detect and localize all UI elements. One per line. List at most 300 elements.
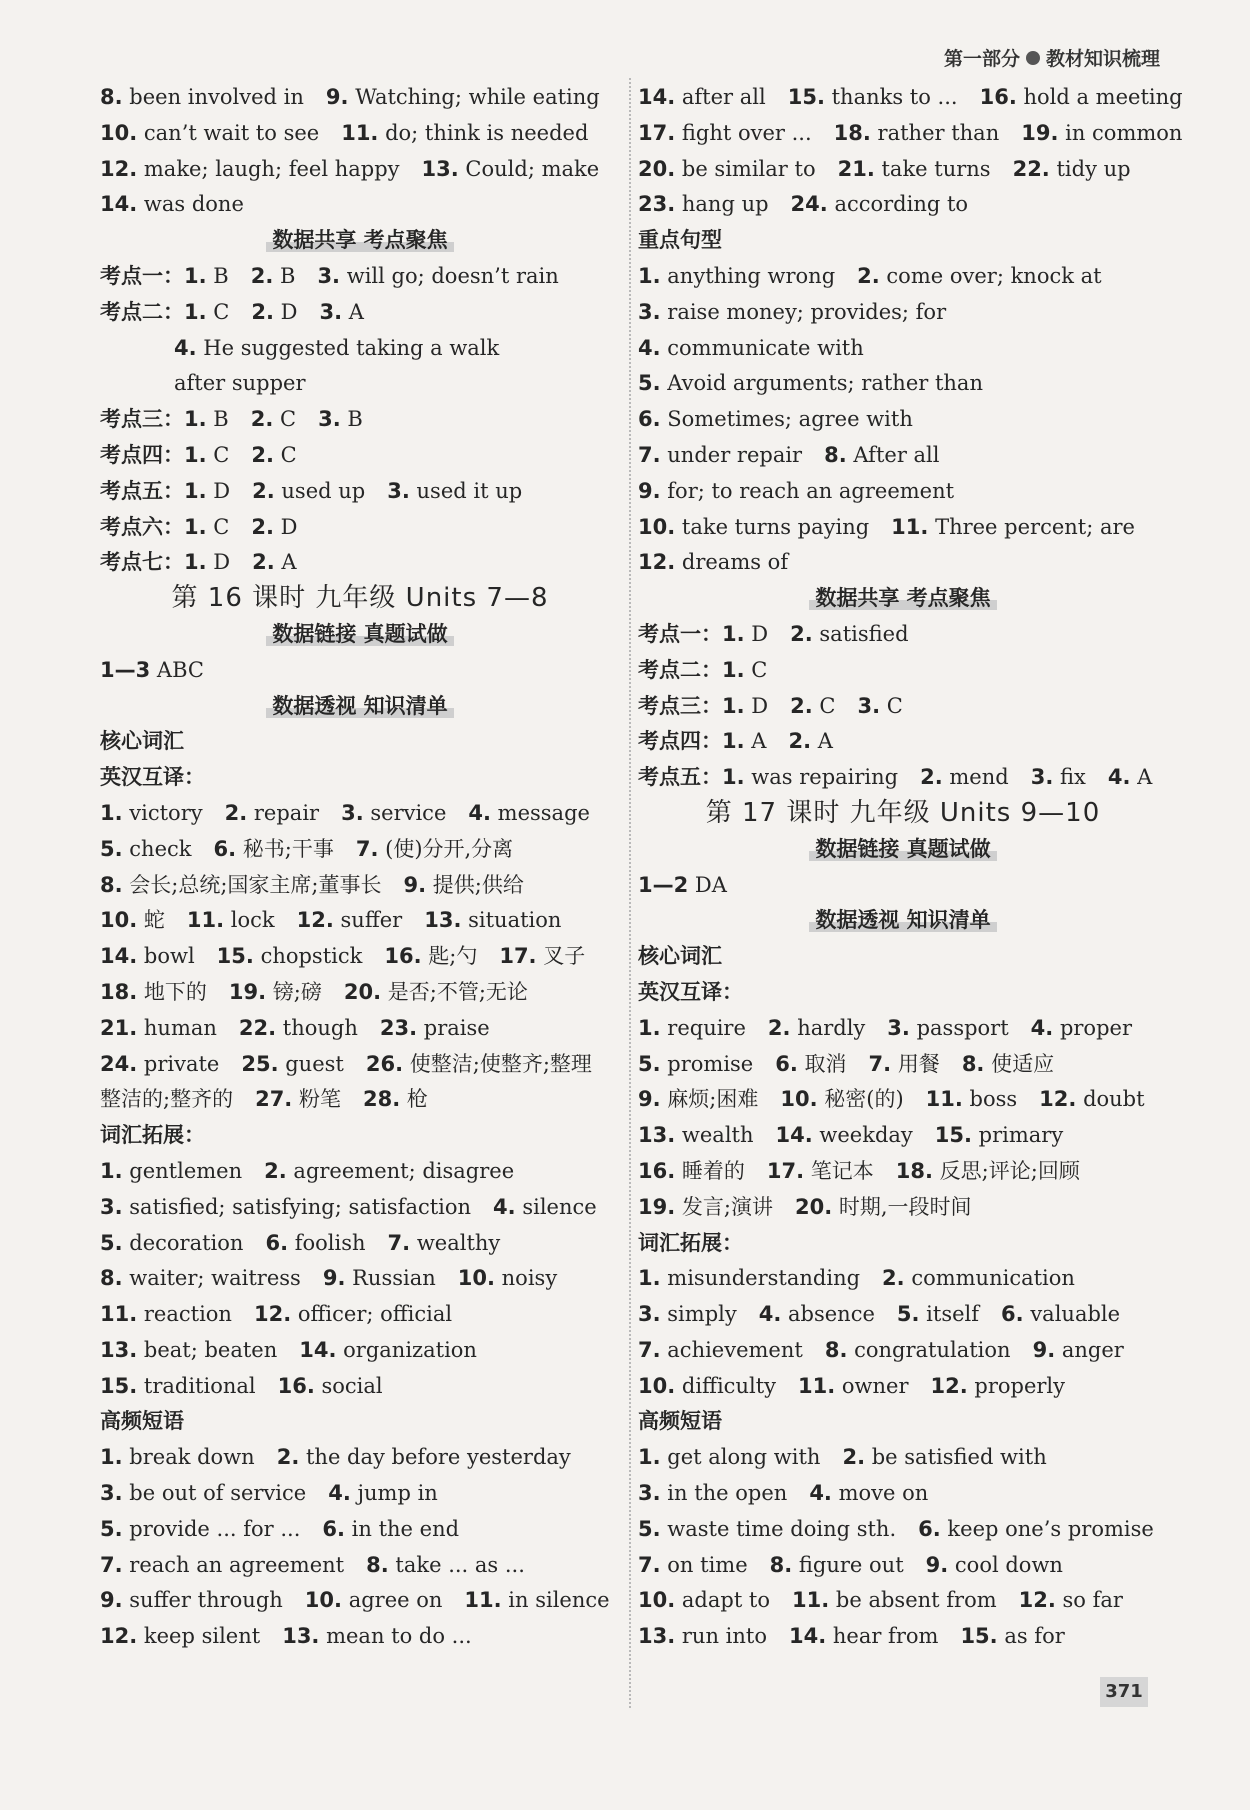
- item-text: Russian: [352, 1266, 436, 1291]
- item-number: 16.: [384, 944, 422, 969]
- answer-item: [792, 1588, 997, 1612]
- item-text: gentlemen: [129, 1158, 243, 1183]
- answer-item: [768, 1016, 865, 1040]
- item-text: hang up: [681, 192, 769, 217]
- answer-row: [638, 1333, 1168, 1369]
- item-number: 11.: [100, 1302, 138, 1327]
- item-text: D: [280, 514, 298, 539]
- item-text: 会长;总统;国家主席;董事长: [129, 872, 382, 897]
- answer-item: [100, 1195, 471, 1219]
- item-number: 3.: [1030, 765, 1054, 790]
- item-text: decoration: [129, 1230, 244, 1255]
- point-label: 考点三：: [100, 407, 184, 432]
- item-text: come over; knock at: [886, 263, 1102, 288]
- item-text: fix: [1059, 765, 1086, 790]
- item-number: 15.: [787, 85, 825, 109]
- answer-item: [638, 85, 766, 109]
- item-number: 19.: [1021, 120, 1059, 145]
- item-number: 10.: [638, 514, 676, 539]
- item-text: C: [280, 442, 297, 467]
- item-text: properly: [974, 1373, 1066, 1398]
- item-text: Watching; while eating: [355, 85, 600, 109]
- item-text: 整洁的;整齐的: [100, 1087, 234, 1112]
- answer-row: [100, 832, 620, 868]
- item-number: 10.: [457, 1266, 495, 1291]
- item-number: 4.: [493, 1194, 516, 1219]
- section-banner: [638, 581, 1168, 617]
- item-text: 用餐: [897, 1051, 940, 1076]
- answer-row: [100, 1512, 620, 1548]
- item-number: 14.: [788, 1624, 827, 1649]
- item-number: 10.: [780, 1087, 818, 1112]
- answer-row: [100, 295, 620, 331]
- item-text: itself: [926, 1302, 980, 1327]
- item-number: 1.: [638, 263, 661, 288]
- item-text: difficulty: [681, 1373, 776, 1398]
- answer-row: [100, 1047, 620, 1083]
- item-text: C: [213, 299, 230, 324]
- answer-item: [100, 1159, 242, 1183]
- item-number: 4.: [1030, 1015, 1054, 1040]
- answer-row: [100, 1583, 620, 1619]
- lesson-title: 第 16 课时 九年级 Units 7—8: [171, 583, 549, 614]
- item-number: 8.: [961, 1051, 985, 1076]
- item-text: hear from: [832, 1624, 939, 1649]
- item-number: 22.: [1012, 156, 1050, 181]
- item-text: make; laugh; feel happy: [143, 156, 400, 181]
- item-text: reaction: [143, 1302, 232, 1327]
- point-label: 考点四：: [100, 442, 184, 467]
- item-text: mend: [949, 765, 1009, 790]
- item-text: run into: [681, 1624, 767, 1649]
- answer-row: [100, 1297, 620, 1333]
- item-text: be out of service: [129, 1481, 307, 1506]
- item-text: hold a meeting: [1023, 85, 1183, 109]
- item-number: 17.: [499, 944, 537, 969]
- item-text: primary: [978, 1123, 1064, 1148]
- item-text: C: [751, 657, 768, 682]
- answer-row: [638, 402, 1168, 438]
- answer-row: [638, 1512, 1168, 1548]
- item-number: 20.: [794, 1194, 833, 1219]
- item-text: DA: [694, 872, 727, 897]
- subheading: 词汇拓展：: [638, 1230, 743, 1255]
- item-text: doubt: [1083, 1087, 1145, 1112]
- answer-row: [638, 760, 1168, 796]
- item-number: 2.: [920, 765, 943, 790]
- item-text: used it up: [416, 478, 523, 503]
- item-number: 1.: [184, 478, 207, 503]
- item-number: 1.: [184, 514, 207, 539]
- item-text: victory: [129, 800, 203, 825]
- item-text: for; to reach an agreement: [667, 478, 955, 503]
- item-text: will go; doesn’t rain: [346, 263, 559, 288]
- section-label: 第一部分: [943, 48, 1020, 70]
- answer-row: [100, 331, 620, 367]
- item-number: 3.: [317, 263, 341, 288]
- item-number: 9.: [638, 1087, 661, 1112]
- item-text: beat; beaten: [143, 1337, 278, 1362]
- answer-item: [100, 980, 207, 1004]
- item-number: 1.: [638, 1015, 661, 1040]
- item-text: thanks to ...: [831, 85, 958, 109]
- item-number: 1.: [722, 729, 745, 754]
- item-number: 2.: [767, 1015, 791, 1040]
- item-number: 9.: [325, 85, 349, 109]
- answer-item: [1001, 1302, 1120, 1326]
- item-number: 2.: [251, 299, 274, 324]
- answer-row: [100, 474, 620, 510]
- item-number: 22.: [238, 1015, 277, 1040]
- answer-item: [297, 908, 403, 932]
- item-number: 1—2: [638, 872, 689, 897]
- item-text: raise money; provides; for: [667, 299, 947, 324]
- item-number: 2.: [224, 800, 248, 825]
- answer-item: [326, 85, 600, 109]
- item-text: though: [282, 1015, 358, 1040]
- answer-row: [638, 331, 1168, 367]
- answer-row: [100, 796, 620, 832]
- answer-item: [638, 443, 802, 467]
- answer-item: [252, 479, 365, 503]
- answer-item: [722, 694, 768, 718]
- item-number: 1.: [184, 442, 207, 467]
- item-text: organization: [343, 1337, 477, 1362]
- answer-item: [328, 1481, 438, 1505]
- answer-item: [638, 157, 816, 181]
- answer-item: [265, 1231, 365, 1255]
- item-number: 8.: [100, 872, 123, 897]
- item-number: 1.: [184, 299, 207, 324]
- item-number: 7.: [868, 1051, 892, 1076]
- answer-item: [100, 85, 304, 109]
- answer-item: [759, 1302, 875, 1326]
- item-text: waste time doing sth.: [667, 1516, 897, 1541]
- item-text: suffer through: [129, 1588, 283, 1613]
- answer-row: [638, 152, 1168, 188]
- answer-item: [100, 1231, 243, 1255]
- answer-item: [100, 658, 204, 682]
- item-text: can’t wait to see: [143, 120, 320, 145]
- answer-item: [920, 765, 1009, 789]
- answer-item: [277, 1445, 571, 1469]
- item-text: keep one’s promise: [947, 1516, 1154, 1541]
- answer-item: [882, 1266, 1075, 1290]
- item-text: C: [886, 693, 903, 718]
- answer-item: [767, 1159, 874, 1183]
- item-number: 4.: [758, 1302, 782, 1327]
- answer-item: [638, 1517, 896, 1541]
- subheading: 英汉互译：: [100, 765, 205, 790]
- answer-item: [798, 1374, 909, 1398]
- item-number: 1.: [722, 657, 745, 682]
- item-text: (使)分开,分离: [385, 836, 514, 861]
- answer-item: [229, 980, 322, 1004]
- item-number: 16.: [277, 1373, 315, 1398]
- item-number: 8.: [100, 85, 123, 109]
- answer-item: [638, 1195, 773, 1219]
- item-text: waiter; waitress: [129, 1266, 301, 1291]
- answer-item: [184, 515, 229, 539]
- answer-item: [388, 1231, 501, 1255]
- item-number: 8.: [824, 1337, 848, 1362]
- item-text: anger: [1061, 1337, 1124, 1362]
- answer-row: [100, 1154, 620, 1190]
- item-number: 2.: [842, 1445, 866, 1470]
- item-text: the day before yesterday: [305, 1445, 571, 1470]
- item-number: 6.: [1001, 1302, 1024, 1327]
- item-text: repair: [253, 800, 320, 825]
- item-text: anything wrong: [667, 263, 836, 288]
- item-text: A: [751, 729, 767, 754]
- item-number: 11.: [798, 1373, 836, 1398]
- section-banner: [638, 903, 1168, 939]
- item-text: 睡着的: [681, 1158, 745, 1183]
- answer-row: [100, 1548, 620, 1584]
- answer-item: [317, 264, 558, 288]
- item-number: 3.: [638, 1302, 661, 1327]
- answer-item: [638, 479, 954, 503]
- item-number: 4.: [1107, 765, 1131, 790]
- answer-item: [241, 1052, 344, 1076]
- item-number: 12.: [930, 1373, 968, 1398]
- item-text: chopstick: [260, 944, 363, 969]
- answer-row: [638, 295, 1168, 331]
- item-text: passport: [916, 1015, 1009, 1040]
- answer-item: [387, 479, 522, 503]
- item-number: 15.: [216, 944, 254, 969]
- item-number: 3.: [638, 1481, 661, 1506]
- item-text: provide ... for ...: [129, 1516, 301, 1541]
- answer-row: [100, 1011, 620, 1047]
- answer-item: [638, 1445, 820, 1469]
- answer-item: [722, 658, 767, 682]
- item-number: 24.: [100, 1051, 138, 1076]
- answer-item: [926, 1087, 1018, 1111]
- point-label: 考点三：: [638, 693, 722, 718]
- item-text: fight over ...: [681, 120, 812, 145]
- answer-row: [100, 868, 620, 904]
- item-text: D: [280, 299, 298, 324]
- answer-item: [239, 1016, 358, 1040]
- answer-item: [255, 1087, 341, 1111]
- item-number: 16.: [638, 1158, 676, 1183]
- item-number: 11.: [891, 514, 929, 539]
- item-number: 7.: [100, 1552, 123, 1577]
- answer-item: [638, 121, 812, 145]
- answer-row: [100, 1619, 620, 1655]
- item-text: valuable: [1030, 1302, 1121, 1327]
- item-text: wealth: [681, 1123, 754, 1148]
- answer-item: [1013, 157, 1131, 181]
- item-number: 15.: [100, 1373, 138, 1398]
- answer-item: [638, 1302, 737, 1326]
- answer-row: [638, 1583, 1168, 1619]
- item-number: 13.: [282, 1624, 320, 1649]
- item-text: Could; make: [465, 156, 600, 181]
- answer-item: [363, 1087, 428, 1111]
- answer-item: [100, 801, 203, 825]
- answer-row: [638, 510, 1168, 546]
- item-text: absence: [788, 1302, 875, 1327]
- item-number: 7.: [638, 442, 661, 467]
- answer-item: [100, 1624, 260, 1648]
- item-number: 2.: [250, 263, 274, 288]
- item-number: 3.: [857, 693, 881, 718]
- point-label: 考点一：: [100, 263, 184, 288]
- answer-item: [100, 1266, 301, 1290]
- item-text: owner: [841, 1373, 909, 1398]
- item-number: 2.: [276, 1445, 300, 1470]
- answer-row: [638, 1011, 1168, 1047]
- item-text: 使适应: [991, 1051, 1055, 1076]
- answer-item: [780, 1087, 903, 1111]
- item-number: 9.: [403, 872, 427, 897]
- item-text: guest: [285, 1051, 344, 1076]
- answer-row: [100, 903, 620, 939]
- item-number: 19.: [228, 979, 267, 1004]
- answer-item: [100, 1016, 217, 1040]
- item-text: Sometimes; agree with: [667, 407, 913, 432]
- answer-row: [638, 689, 1168, 725]
- item-number: 1.: [184, 550, 207, 575]
- item-text: do; think is needed: [385, 120, 589, 145]
- item-text: so far: [1062, 1588, 1123, 1613]
- item-number: 21.: [837, 156, 875, 181]
- item-text: silence: [522, 1194, 597, 1219]
- answer-item: [896, 1159, 1080, 1183]
- item-text: hardly: [797, 1015, 866, 1040]
- item-text: used up: [281, 478, 366, 503]
- answer-item: [638, 192, 769, 216]
- item-number: 14.: [100, 944, 138, 969]
- answer-item: [770, 1553, 904, 1577]
- item-text: figure out: [798, 1552, 904, 1577]
- item-text: Three percent; are: [935, 514, 1135, 539]
- item-text: social: [321, 1373, 383, 1398]
- item-text: simply: [667, 1302, 737, 1327]
- answer-item: [869, 1052, 940, 1076]
- item-number: 12.: [638, 550, 676, 575]
- answer-item: [962, 1052, 1054, 1076]
- item-text: reach an agreement: [129, 1552, 345, 1577]
- item-text: dreams of: [681, 550, 789, 575]
- answer-item: [305, 1588, 443, 1612]
- answer-item: [424, 908, 561, 932]
- point-label: 考点七：: [100, 550, 184, 575]
- item-number: 9.: [322, 1266, 346, 1291]
- section-title: 教材知识梳理: [1045, 48, 1160, 70]
- answer-item: [809, 1481, 928, 1505]
- answer-item: [380, 1016, 490, 1040]
- answer-row: [100, 975, 620, 1011]
- answer-row: [638, 259, 1168, 295]
- answer-item: [1019, 1588, 1123, 1612]
- subheading: 核心词汇: [638, 944, 722, 969]
- item-text: 使整洁;使整齐;整理: [409, 1051, 592, 1076]
- item-number: 11.: [341, 120, 379, 145]
- item-text: C: [213, 442, 230, 467]
- item-number: 3.: [318, 407, 341, 432]
- item-number: 10.: [100, 908, 138, 933]
- answer-row: [638, 1619, 1168, 1655]
- answer-row: [638, 1190, 1168, 1226]
- item-text: B: [213, 263, 229, 288]
- item-text: 提供;供给: [432, 872, 524, 897]
- item-text: as for: [1004, 1624, 1065, 1649]
- answer-item: [252, 550, 296, 574]
- item-number: 6.: [265, 1230, 289, 1255]
- answer-row: [100, 187, 620, 223]
- item-number: 21.: [100, 1015, 138, 1040]
- answer-item: [322, 1517, 459, 1541]
- item-text: He suggested taking a walk: [203, 335, 500, 360]
- answer-row: [100, 1333, 620, 1369]
- item-text: officer; official: [297, 1302, 453, 1327]
- answer-row: [638, 868, 1168, 904]
- item-text: D: [751, 693, 769, 718]
- section-banner: [100, 223, 620, 259]
- point-label: 考点六：: [100, 514, 184, 539]
- item-number: 5.: [638, 1051, 661, 1076]
- item-number: 6.: [322, 1516, 345, 1541]
- item-number: 5.: [100, 1230, 123, 1255]
- answer-item: [282, 1624, 472, 1648]
- answer-item: [384, 944, 477, 968]
- item-number: 7.: [387, 1230, 411, 1255]
- section-banner: [638, 832, 1168, 868]
- item-number: 9.: [1032, 1337, 1056, 1362]
- item-number: 10.: [304, 1588, 342, 1613]
- item-text: ABC: [156, 657, 204, 682]
- subheading: 高频短语: [638, 1409, 722, 1434]
- answer-item: [100, 908, 165, 932]
- item-number: 10.: [638, 1373, 676, 1398]
- item-number: 5.: [638, 371, 661, 396]
- item-number: 11.: [925, 1087, 963, 1112]
- answer-item: [638, 264, 835, 288]
- answer-item: [174, 336, 499, 360]
- item-number: 2.: [790, 693, 813, 718]
- item-number: 3.: [638, 299, 661, 324]
- item-text: communication: [911, 1266, 1075, 1291]
- answer-item: [638, 1624, 767, 1648]
- item-text: satisfied: [819, 621, 909, 646]
- item-text: 粉笔: [298, 1087, 341, 1112]
- item-number: 27.: [255, 1087, 293, 1112]
- item-number: 18.: [833, 120, 871, 145]
- answer-item: [251, 515, 297, 539]
- answer-item: [1021, 121, 1182, 145]
- item-number: 11.: [186, 908, 225, 933]
- answer-row: [638, 1297, 1168, 1333]
- answer-row: [100, 259, 620, 295]
- item-number: 5.: [100, 1516, 123, 1541]
- point-label: 考点四：: [638, 729, 722, 754]
- item-number: 12.: [100, 156, 138, 181]
- answer-item: [897, 1302, 979, 1326]
- answer-item: [251, 300, 297, 324]
- point-label: 考点二：: [638, 657, 722, 682]
- text-line: after supper: [174, 371, 306, 396]
- answer-item: [891, 515, 1135, 539]
- answer-item: [788, 85, 958, 109]
- item-number: 2.: [252, 478, 275, 503]
- item-number: 3.: [100, 1194, 123, 1219]
- item-text: in silence: [508, 1588, 610, 1613]
- item-text: boss: [969, 1087, 1018, 1112]
- answer-item: [638, 1016, 746, 1040]
